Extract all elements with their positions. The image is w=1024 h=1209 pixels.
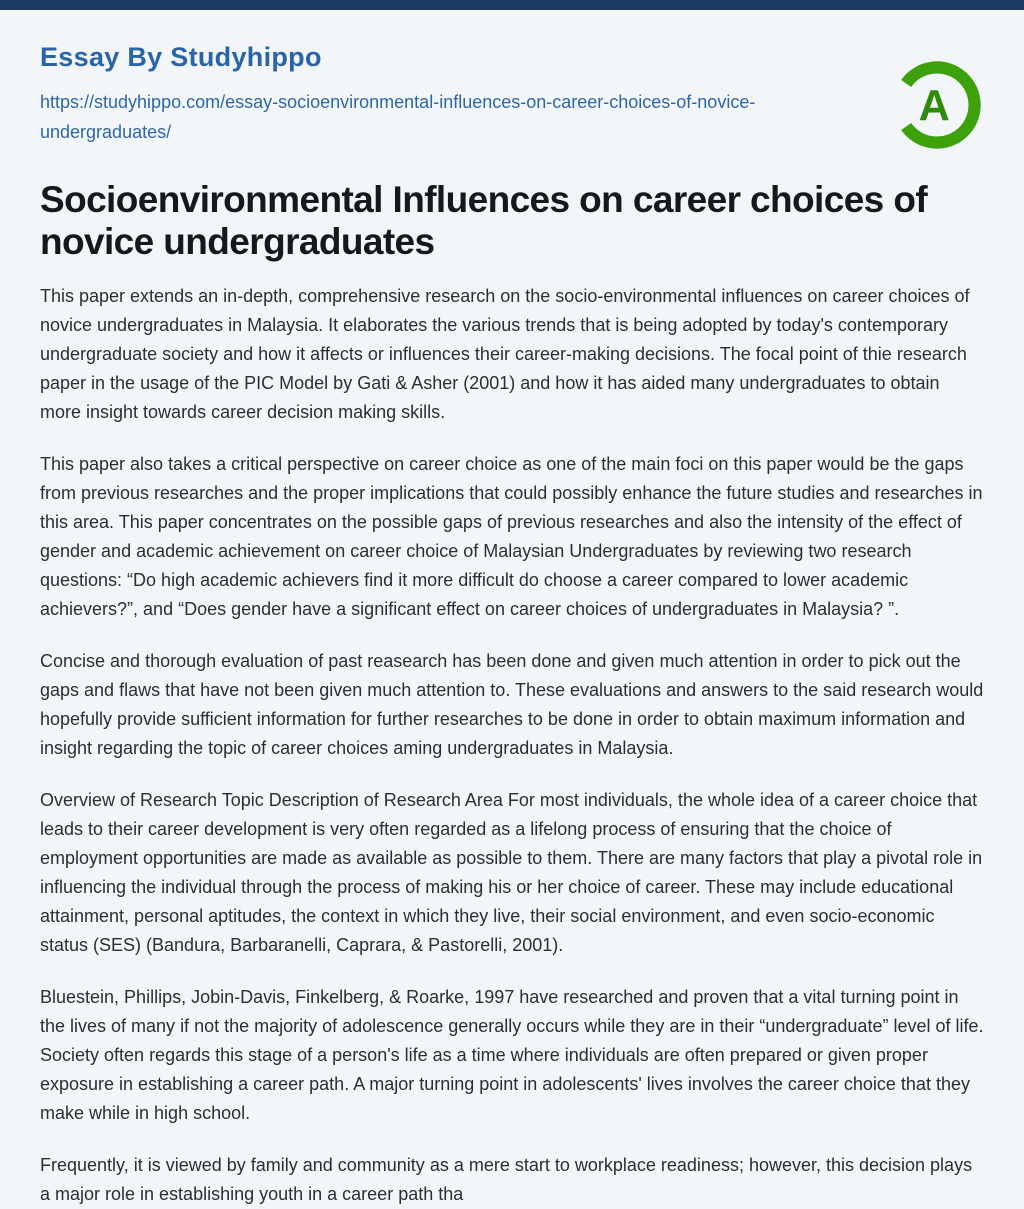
paragraph-4: Overview of Research Topic Description of Research Area For most individuals, the whole idea of a career choice that leads to their career development is very often regarded as a lifelong process of ensuring that the choice of employment opportunities are made as available as possible to them. There are many factors that play a pivotal role in influencing the individual through the process of making his or her choice of career. These may include educational attainment, personal aptitudes, the context in which they live, their social environment, and even socio-economic status (SES) (Bandura, Barbaranelli, Caprara, & Pastorelli, 2001). — [40, 790, 983, 955]
logo-arc-icon — [890, 58, 984, 152]
paragraph-1: This paper extends an in-depth, comprehensive research on the socio-environmental influences on career choices of novice undergraduates in Malaysia. It elaborates the various trends that is being adopted by today's contemporary undergraduate society and how it affects or influences their career-making decisions. The focal point of thie research paper in the usage of the PIC Model by Gati & Asher (2001) and how it has aided many undergraduates to obtain more insight towards career decision making skills. — [40, 286, 970, 422]
paragraph-3: Concise and thorough evaluation of past reasearch has been done and given much attention in order to pick out the gaps and flaws that have not been given much attention to. These evaluations and answers to the said research would hopefully provide sufficient information for further researches to be done in order to obtain maximum information and insight regarding the topic of career choices aming undergraduates in Malaysia. — [40, 651, 984, 758]
paragraph-5: Bluestein, Phillips, Jobin-Davis, Finkelberg, & Roarke, 1997 have researched and proven that a vital turning point in the lives of many if not the majority of adolescence generally occurs while they are in their “undergraduate” level of life. Society often regards this stage of a person's life as a time where individuals are often prepared or given proper exposure in establishing a career path. A major turning point in adolescents' lives involves the career choice that they make while in high school. — [40, 987, 984, 1123]
page-url-link[interactable]: https://studyhippo.com/essay-socioenvironmental-influences-on-career-choices-of-novice-undergraduates/ — [40, 92, 756, 142]
paragraph-2: This paper also takes a critical perspective on career choice as one of the main foci on this paper would be the gaps from previous researches and the proper implications that could possibly enhance the future studies and researches in this area. This paper concentrates on the possible gaps of previous researches and also the intensity of the effect of gender and academic achievement on career choice of Malaysian Undergraduates by reviewing two research questions: “Do high academic achievers find it more difficult do choose a career compared to lower academic achievers?”, and “Does gender have a significant effect on career choices of undergraduates in Malaysia? ”. — [40, 454, 983, 619]
studyhippo-logo[interactable] — [890, 58, 984, 152]
article-title: Socioenvironmental Influences on career choices of novice undergraduates — [40, 179, 928, 262]
logo-letter: A — [918, 82, 950, 131]
brand-title: Essay By Studyhippo — [40, 42, 322, 72]
top-accent-bar — [0, 0, 1024, 10]
page-content — [0, 42, 1024, 1209]
paragraph-6: Frequently, it is viewed by family and community as a mere start to workplace readiness; however, this decision plays a major role in establishing youth in a career path tha — [40, 1155, 973, 1204]
article — [40, 179, 984, 1209]
